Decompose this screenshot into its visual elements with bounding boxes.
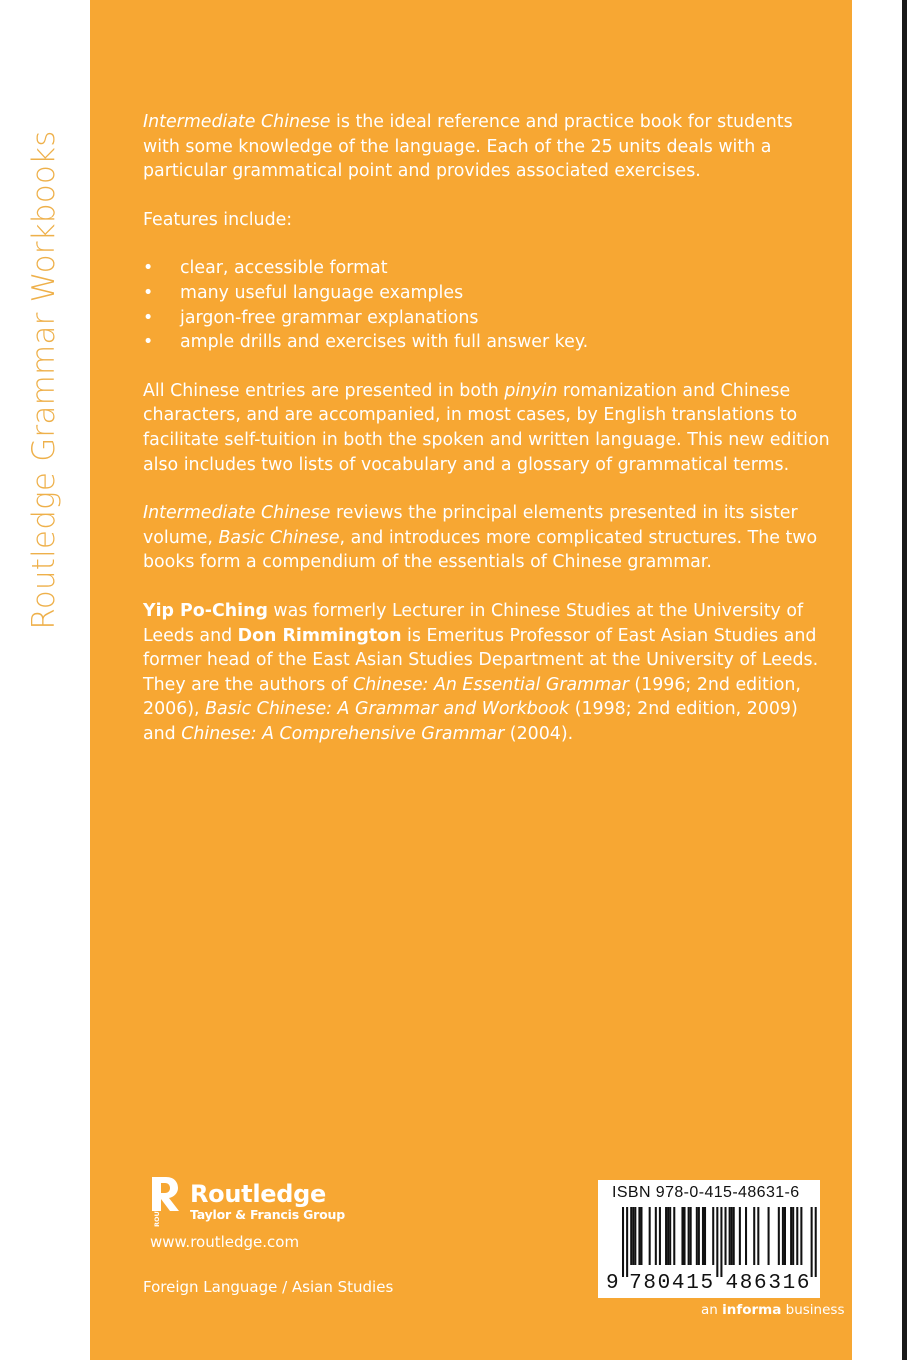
barcode-bar — [667, 1207, 669, 1265]
bullet: • — [143, 332, 154, 353]
feature-item: • clear, accessible format — [143, 256, 833, 281]
series-title: Routledge Grammar Workbooks — [26, 130, 62, 630]
barcode-bar — [702, 1207, 704, 1265]
barcode-bar — [673, 1207, 675, 1265]
svg-text:ROUTLEDGE: ROUTLEDGE — [153, 1183, 161, 1227]
barcode-bar — [704, 1207, 706, 1265]
barcode-bar — [630, 1207, 632, 1265]
publisher-name: Routledge — [190, 1180, 326, 1208]
barcode-bar — [768, 1207, 770, 1265]
author-name: Don Rimmington — [237, 625, 402, 646]
features-list — [143, 256, 833, 354]
barcode-bar — [688, 1207, 690, 1265]
intro-paragraph: Intermediate Chinese is the ideal reference and practice book for students with some knowledge of the language. Each of the 25 units deals with a particular grammatical point and provides associated exercises. — [143, 112, 793, 182]
barcode-digits: 780415 — [629, 1272, 714, 1295]
presentation-paragraph: All Chinese entries are presented in both pinyin romanization and Chinese characters, and are accompanied, in most cases, by English translations to facilitate self-tuition in both the spoken and written language. This new edition also includes two lists of vocabulary and a glossary of grammatical terms. — [143, 380, 830, 475]
barcode-bar — [684, 1207, 686, 1265]
isbn-barcode — [598, 1180, 820, 1298]
barcode-bar — [790, 1207, 792, 1265]
feature-item: • many useful language examples — [143, 281, 833, 306]
barcode-bar — [622, 1207, 624, 1277]
barcode-bar — [681, 1207, 683, 1265]
bullet: • — [143, 258, 154, 279]
barcode-bar — [720, 1207, 722, 1277]
publisher-group: Taylor & Francis Group — [190, 1207, 345, 1222]
barcode-bar — [796, 1207, 798, 1265]
barcode-bar — [784, 1207, 786, 1265]
barcode-digits: 486316 — [725, 1272, 810, 1295]
barcode-bar — [632, 1207, 634, 1265]
subject-category: Foreign Language / Asian Studies — [143, 1278, 394, 1296]
authors-paragraph: Yip Po-Ching was formerly Lecturer in Chinese Studies at the University of Leeds and Don Rimmington is Emeritus Professor of East Asian Studies and former head of the East Asian Studies Department at the University of Leeds. They are the authors of Chinese: An Essential Grammar (1996; 2nd edition, 2006), Basic Chinese: A Grammar and Workbook (1998; 2nd edition, 2009) and Chinese: A Comprehensive Grammar (2004). — [143, 600, 819, 744]
publisher-url: www.routledge.com — [150, 1233, 300, 1251]
barcode-bar — [698, 1207, 700, 1265]
barcode-bar — [745, 1207, 747, 1265]
barcode-bar — [729, 1207, 731, 1265]
publisher-logo — [150, 1175, 345, 1229]
feature-item: • ample drills and exercises with full answer key. — [143, 330, 833, 355]
book-title: Intermediate Chinese — [143, 112, 331, 132]
barcode-bar — [690, 1207, 692, 1265]
barcode-bar — [716, 1207, 718, 1277]
barcode-bar — [669, 1207, 671, 1265]
barcode-bar — [778, 1207, 780, 1265]
barcode-bar — [792, 1207, 794, 1265]
bullet: • — [143, 282, 154, 303]
informa-tagline: an informa business — [701, 1302, 845, 1318]
isbn-label: ISBN 978-0-415-48631-6 — [612, 1184, 800, 1201]
barcode-bar — [712, 1207, 714, 1265]
page-edge — [852, 0, 907, 1360]
barcode-bar — [696, 1207, 698, 1265]
barcode-bar — [665, 1207, 667, 1265]
barcode-bar — [731, 1207, 733, 1265]
barcode-bar — [753, 1207, 755, 1265]
barcode-bar — [782, 1207, 784, 1265]
author-name: Yip Po-Ching — [143, 600, 268, 621]
barcode-bar — [739, 1207, 741, 1265]
spine — [0, 0, 90, 1360]
barcode-bar — [655, 1207, 657, 1265]
barcode-bar — [725, 1207, 727, 1265]
barcode-bar — [815, 1207, 817, 1277]
blurb — [143, 110, 833, 770]
page-edge-shadow — [902, 0, 907, 1360]
barcode-bar — [733, 1207, 735, 1265]
barcode-bar — [634, 1207, 636, 1265]
barcode — [598, 1180, 820, 1298]
bullet: • — [143, 307, 154, 328]
barcode-bar — [811, 1207, 813, 1277]
barcode-bar — [800, 1207, 802, 1265]
feature-item: • jargon-free grammar explanations — [143, 306, 833, 331]
barcode-digits: 9 — [606, 1272, 619, 1295]
features-heading: Features include: — [143, 209, 293, 230]
routledge-logo-icon — [150, 1175, 180, 1229]
barcode-bar — [659, 1207, 661, 1265]
barcode-bar — [638, 1207, 640, 1265]
barcode-bar — [757, 1207, 759, 1265]
barcode-bar — [626, 1207, 628, 1277]
barcode-bar — [649, 1207, 651, 1265]
review-paragraph: Intermediate Chinese reviews the principal elements presented in its sister volume, Basic Chinese, and introduces more complicated structures. The two books form a compendium of the essentials of Chinese grammar. — [143, 503, 818, 573]
barcode-bar — [640, 1207, 642, 1265]
